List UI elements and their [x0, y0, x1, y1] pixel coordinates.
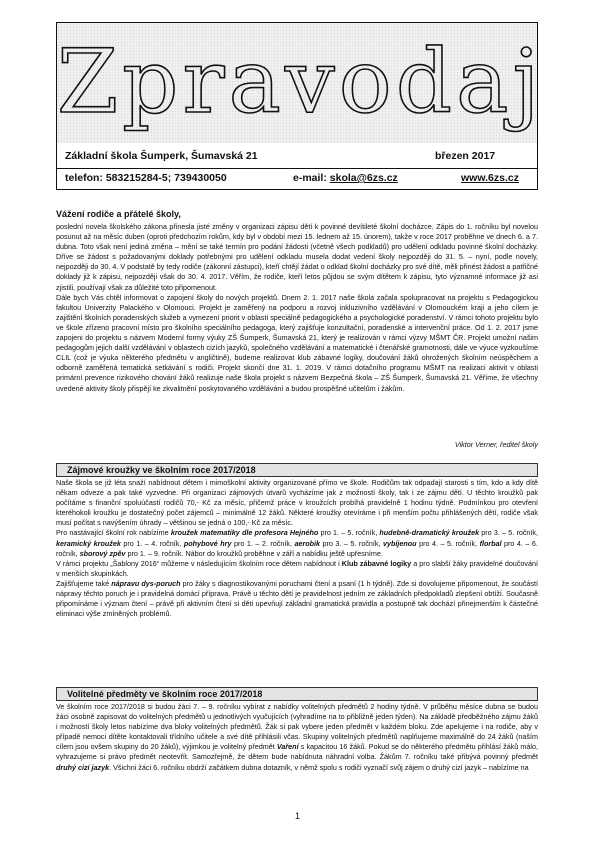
greeting: Vážení rodiče a přátelé školy, [56, 209, 181, 219]
section-heading-electives: Volitelné předměty ve školním roce 2017/2018 [56, 687, 538, 701]
clubs-paragraph-2: Pro nastávající školní rok nabízíme kroužek matematiky dle profesora Hejného pro 1. – 5. ročník, hudebně-dramatický kroužek pro 3. – 5. ročník, keramický kroužek pro 1. – 4. ročník, pohybové hry pro 1. – 2. ročník, aerobik pro 3. – 5. ročník, vybíjenou pro 4. – 5. ročník, florbal pro 4. – 6. ročník, sborový zpěv pro 1. – 9. ročník. Nábor do kroužků proběhne v září a nabídku ještě upřesníme. [56, 528, 539, 558]
signature: Viktor Verner, ředitel školy [454, 440, 538, 449]
phone-numbers: telefon: 583215284-5; 739430050 [65, 172, 227, 184]
clubs-paragraph-1: Naše škola se již léta snaží nabídnout dětem i mimoškolní aktivity organizované přímo ve škole. Rodičům tak odpadají starosti s tím, kdo a kdy dítě někam odveze a pak také vyzvedne. Při organizaci zájmových útvarů vycházíme jak z možností školy, tak i ze zájmu dětí. U těchto kroužků pak počítáme s finanční spoluúčastí rodičů 70,- Kč za měsíc, přičemž práce v kroužcích probíhá pravidelně 1 hodinu týdně. Podmínkou pro otevření kteréhokoli kroužku je dostatečný počet zájemců – minimálně 12 žáků. Některé kroužky otevíráme i při menším počtu přihlášených dětí, rodiče však musí počítat s navýšením úhrady – většinou se jedná o 100,- Kč za měsíc. [56, 478, 538, 528]
intro-text [56, 222, 538, 394]
masthead-title-area [57, 23, 544, 143]
masthead [56, 22, 544, 190]
intro-paragraph-2: Dále bych Vás chtěl informovat o zapojení školy do nových projektů. Dnem 2. 1. 2017 naše škola začala spolupracovat na projektu s Pedagogickou fakultou Univerzity Palackého v Olomouci. Projekt je zaměřený na podporu a rozvoj inkluzivního vzdělávání v Olomouckém kraji a jeho cílem je zajištění školních poradenských služeb a vymezení priorit v oblasti speciálně pedagogického a psychologické poradenství. V rámci tohoto projektu bylo ve škole zřízeno pracovní místo pro školního speciálního pedagoga, který zajišťuje konzultační, poradenské a intervenční práce. Od 1. 2. 2017 jsme zapojeni do projektu s názvem Moderní formy výuky ZŠ Šumperk, Šumavská 21, který je realizován v rámci výzvy MŠMT ČR. Projekt umožní našim pedagogům jejich další vzdělávání v oblastech cizích jazyků, společného vzdělávání a matematické i čtenářské gramotnosti, dále ve výuce vyzkoušíme CLIL (což je výuka některého předmětu v angličtině), budeme realizovat klub zábavné logiky, doučování žáků ohrožených školním neúspěchem a odborně zaměřená tematická setkávání s rodiči. Projekt skončí dne 31. 1. 2019. V rámci dotačního programu MŠMT na realizaci aktivit v oblasti primární prevence rizikového chování žáků realizuje naše škola projekt s názvem Bezpečná škola – ZŠ Šumperk, Šumavská 21. Věříme, že všechny uvedené aktivity školy přispějí ke zkvalitnění poskytovaného vzdělávání a budou prospěšné učitelům i žákům. [56, 292, 538, 393]
web-link[interactable]: www.6zs.cz [461, 172, 519, 184]
issue-date: březen 2017 [435, 150, 496, 162]
newsletter-title: Zpravodaj [57, 30, 544, 133]
email-block [293, 172, 398, 184]
clubs-paragraph-3: V rámci projektu „Šablony 2016“ můžeme v následujícím školním roce dětem nabídnout i Klub zábavné logiky a pro slabší žáky pravidelné doučování v menších skupinkách. [56, 558, 538, 578]
clubs-text [56, 478, 538, 619]
page-number: 1 [294, 811, 300, 821]
masthead-row-contact [57, 168, 537, 188]
email-label: e-mail: [293, 172, 330, 184]
intro-paragraph-1: poslední novela školského zákona přinesla jisté změny v organizaci zápisu dětí k povinné devítileté školní docházce. Zápis do 1. ročníku byl novelou posunut až na měsíc duben (oproti předchozím rokům, kdy byl v období mezi 15. lednem až 15. únorem), takže v roce 2017 proběhne ve dnech 6. a 7. dubna. Toto však není jediná změna – mění se také termín pro podání žádosti (včetně všech podkladů) pro udělení odkladu povinné školní docházky. Dříve se žádost s požadovanými doklady potřebnými pro udělení odkladu musela dodat vedení školy nejpozději do 31. 5. – nyní, podle novely, nejpozději do 30. 4. V podstatě by tedy rodiče (zákonní zástupci), kteří chtějí žádat o odklad školní docházky pro své dítě, měli přinést žádost a patřičné doklady již k zápisu, nejpozději však do 30. 4. 2017. Věřím, že rodiče, kteří letos půjdou se svým dítětem k zápisu, tyto významné informace již asi zjistili, používají však za důležité toto připomenout. [56, 222, 538, 292]
electives-paragraph-1: Ve školním roce 2017/2018 si budou žáci 7. – 9. ročníku vybírat z nabídky volitelných předmětů 2 hodiny týdně. V průběhu měsíce dubna se budou žáci osobně zapisovat do volitelných předmětů u jednotlivých vyučujících (vyhradíme na to přibližně jeden týden). Na základě předběžného zájmu žáků i možností školy letos nabízíme dva bloky volitelných předmětů. Žák si pak vybere jeden předmět v každém bloku. Zde apelujeme i na rodiče, aby v případě nemoci dítěte kontaktovali třídního učitele a své dítě přihlásili včas. Skupiny volitelných předmětů naplňujeme maximálně do 24 žáků (naším cílem jsou ovšem skupiny do 20 žáků), výjimkou je volitelný předmět Vaření s kapacitou 16 žáků. Pokud se do některého předmětu přihlásí žáků málo, vyhrazujeme si právo předmět neotevřít. Samozřejmě, že dětem bude nabídnuta náhradní volba. Žákům 7. ročníku také přibývá povinný předmět druhý cizí jazyk. Všichni žáci 6. ročníku obdrží začátkem dubna dotazník, v němž spolu s rodiči vyznačí svůj zájem o druhý cizí jazyk – nabízíme na [56, 702, 538, 772]
clubs-paragraph-4: Zajišťujeme také nápravu dys-poruch pro žáky s diagnostikovanými poruchami čtení a psaní (1 h týdně). Zde si dovolujeme připomenout, že součástí nápravy těchto poruch je i pravidelná domácí příprava. Právě u těchto dětí je pravidelnost jedním ze základních předpokladů zlepšení obtíží. Současně připomínáme i význam čtení – právě při aktivním čtení si děti upevňují základní gramatická pravidla a postupně tak dochází přinejmenším k částečné eliminaci výše zmíněných problémů. [56, 578, 539, 619]
electives-text [56, 702, 538, 773]
masthead-row-school [57, 150, 537, 166]
email-link[interactable]: skola@6zs.cz [329, 172, 398, 184]
school-name: Základní škola Šumperk, Šumavská 21 [65, 150, 258, 162]
section-heading-clubs: Zájmové kroužky ve školním roce 2017/2018 [56, 463, 538, 477]
